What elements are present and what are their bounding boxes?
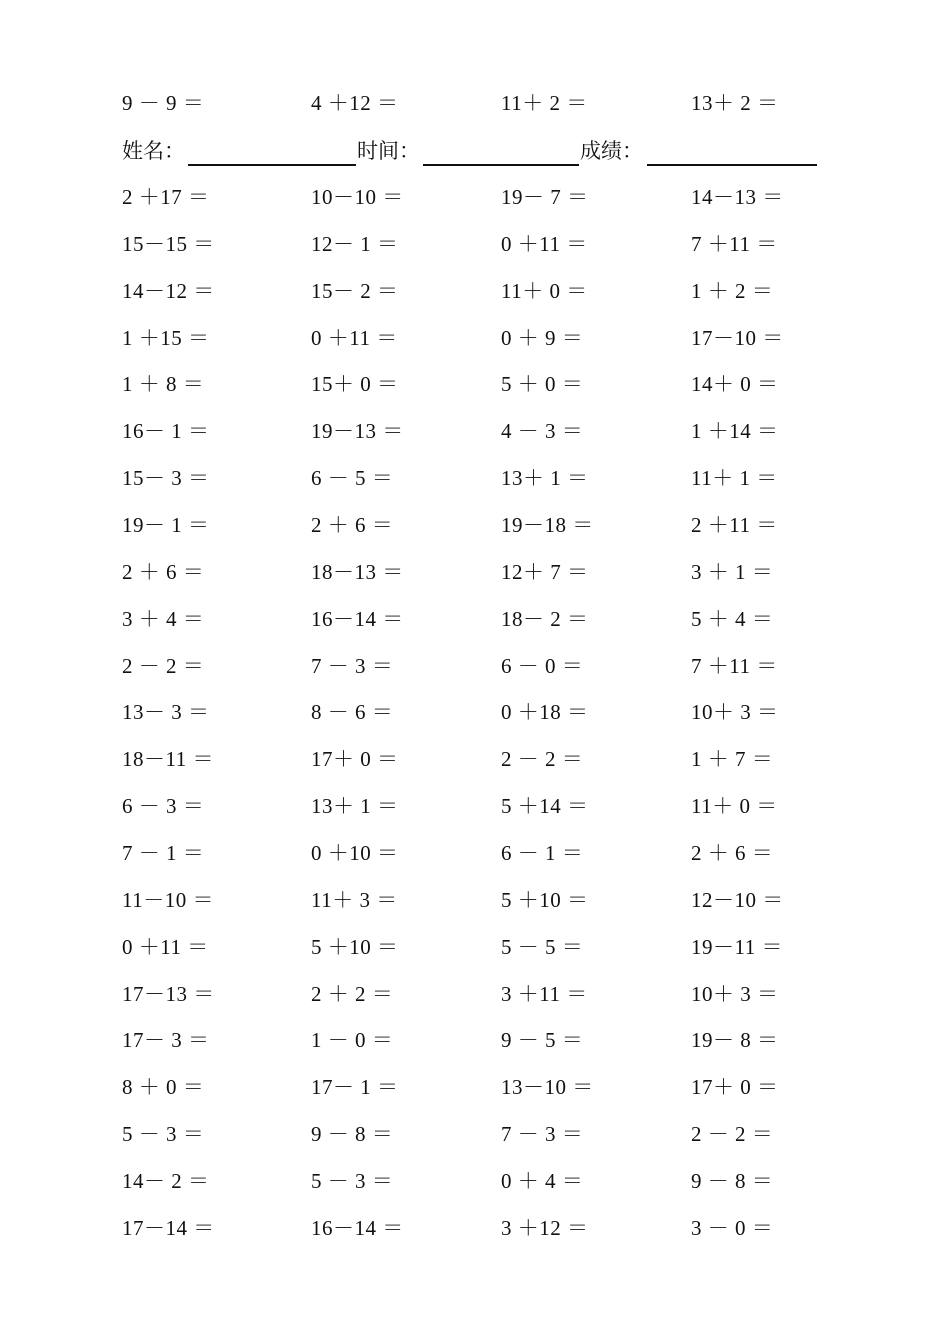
problem: 17＋ 0 ＝ — [691, 1075, 779, 1100]
problem: 7 ＋11 ＝ — [691, 231, 778, 256]
problem: 14－12 ＝ — [122, 278, 215, 303]
problem: 19－ 1 ＝ — [122, 512, 210, 537]
problem: 7 － 3 ＝ — [501, 1122, 584, 1146]
problem: 19－ 7 ＝ — [501, 185, 589, 209]
problem: 7 － 3 ＝ — [311, 653, 394, 678]
problem-row — [0, 744, 950, 791]
name-label: 姓名： — [122, 139, 185, 163]
problem: 16－14 ＝ — [311, 606, 404, 631]
problem: 10－10 ＝ — [311, 185, 404, 209]
time-field-line[interactable] — [423, 164, 579, 166]
problem-row — [0, 979, 950, 1026]
problem: 2 ＋ 6 ＝ — [311, 512, 394, 537]
problem-row — [0, 416, 950, 463]
problem: 1 － 0 ＝ — [311, 1028, 394, 1053]
problem-row — [0, 369, 950, 416]
problem-row — [0, 1213, 950, 1260]
problem: 8 － 6 ＝ — [311, 700, 394, 725]
problem: 3 ＋11 ＝ — [501, 981, 588, 1006]
problem-row — [0, 1166, 950, 1213]
problem: 13－ 3 ＝ — [122, 700, 210, 725]
problem-row — [0, 791, 950, 838]
problem: 17＋ 0 ＝ — [311, 747, 399, 772]
problem: 0 ＋ 4 ＝ — [501, 1168, 584, 1193]
problem: 19－11 ＝ — [691, 934, 783, 959]
problem: 0 ＋11 ＝ — [122, 934, 209, 959]
problem: 10＋ 3 ＝ — [691, 981, 779, 1006]
problem: 9 － 8 ＝ — [311, 1122, 394, 1146]
problem: 5 ＋10 ＝ — [311, 934, 399, 959]
problem: 2 － 2 ＝ — [501, 747, 584, 772]
problem: 13＋ 2 ＝ — [691, 91, 779, 115]
problem: 11－10 ＝ — [122, 887, 214, 912]
problem: 11＋ 0 ＝ — [501, 278, 588, 303]
problem: 0 ＋11 ＝ — [311, 325, 398, 350]
problem: 0 ＋18 ＝ — [501, 700, 589, 725]
problem: 2 ＋ 6 ＝ — [691, 840, 774, 865]
problem-row — [0, 463, 950, 510]
problem: 9 － 9 ＝ — [122, 91, 205, 115]
problem: 0 ＋10 ＝ — [311, 840, 399, 865]
problem: 17－13 ＝ — [122, 981, 215, 1006]
problem-row — [0, 510, 950, 557]
problem: 5 ＋ 0 ＝ — [501, 372, 584, 397]
problem-row — [0, 932, 950, 979]
problem: 3 ＋ 1 ＝ — [691, 559, 774, 584]
problem: 3 ＋ 4 ＝ — [122, 606, 205, 631]
score-label: 成绩： — [580, 139, 643, 163]
problem: 14－13 ＝ — [691, 185, 784, 209]
problem: 3 － 0 ＝ — [691, 1215, 774, 1240]
problem-row — [0, 651, 950, 698]
problem: 15－ 2 ＝ — [311, 278, 399, 303]
problem-row — [0, 885, 950, 932]
problem-row — [0, 229, 950, 276]
problem: 19－ 8 ＝ — [691, 1028, 779, 1053]
problem: 6 － 1 ＝ — [501, 840, 584, 865]
problem: 10＋ 3 ＝ — [691, 700, 779, 725]
problem: 13＋ 1 ＝ — [501, 466, 589, 491]
problem: 17－ 1 ＝ — [311, 1075, 399, 1100]
problem: 0 ＋11 ＝ — [501, 231, 588, 256]
problem: 14＋ 0 ＝ — [691, 372, 779, 397]
problem: 1 ＋ 2 ＝ — [691, 278, 774, 303]
problem: 17－10 ＝ — [691, 325, 784, 350]
top-problem-row — [0, 88, 950, 135]
problem: 5 ＋14 ＝ — [501, 794, 589, 819]
problem: 11＋ 3 ＝ — [311, 887, 398, 912]
problem: 4 ＋12 ＝ — [311, 91, 399, 115]
problem: 11＋ 0 ＝ — [691, 794, 778, 819]
problem-row — [0, 1025, 950, 1072]
problem: 2 ＋ 2 ＝ — [311, 981, 394, 1006]
problem: 2 － 2 ＝ — [691, 1122, 774, 1146]
problem: 19－13 ＝ — [311, 419, 404, 444]
problem: 2 ＋11 ＝ — [691, 512, 778, 537]
problem: 4 － 3 ＝ — [501, 419, 584, 444]
problem-row — [0, 276, 950, 323]
problem: 18－ 2 ＝ — [501, 606, 589, 631]
problem: 9 － 5 ＝ — [501, 1028, 584, 1053]
problem-row — [0, 697, 950, 744]
problem: 1 ＋ 7 ＝ — [691, 747, 774, 772]
problem: 16－ 1 ＝ — [122, 419, 210, 444]
problem: 15－15 ＝ — [122, 231, 215, 256]
problem-row — [0, 323, 950, 370]
problem: 5 ＋10 ＝ — [501, 887, 589, 912]
problem: 16－14 ＝ — [311, 1215, 404, 1240]
problem: 2 ＋17 ＝ — [122, 185, 210, 209]
problem: 5 ＋ 4 ＝ — [691, 606, 774, 631]
problem: 7 － 1 ＝ — [122, 840, 205, 865]
problem-row — [0, 557, 950, 604]
problem: 11＋ 1 ＝ — [691, 466, 778, 491]
problem-row — [0, 182, 950, 229]
problem: 1 ＋14 ＝ — [691, 419, 779, 444]
problem-row — [0, 604, 950, 651]
problem: 5 － 3 ＝ — [122, 1122, 205, 1146]
problem: 5 － 3 ＝ — [311, 1168, 394, 1193]
problem: 1 ＋15 ＝ — [122, 325, 210, 350]
time-label: 时间： — [357, 139, 420, 163]
problem: 12－10 ＝ — [691, 887, 784, 912]
problem: 13＋ 1 ＝ — [311, 794, 399, 819]
problem: 13－10 ＝ — [501, 1075, 594, 1100]
problem: 2 ＋ 6 ＝ — [122, 559, 205, 584]
problem: 0 ＋ 9 ＝ — [501, 325, 584, 350]
problem: 6 － 3 ＝ — [122, 794, 205, 819]
problem: 18－13 ＝ — [311, 559, 404, 584]
problem: 14－ 2 ＝ — [122, 1168, 210, 1193]
name-field-line[interactable] — [188, 164, 356, 166]
problem: 12－ 1 ＝ — [311, 231, 399, 256]
problem: 11＋ 2 ＝ — [501, 91, 588, 115]
problem: 1 ＋ 8 ＝ — [122, 372, 205, 397]
problem: 2 － 2 ＝ — [122, 653, 205, 678]
problem: 12＋ 7 ＝ — [501, 559, 589, 584]
problem: 8 ＋ 0 ＝ — [122, 1075, 205, 1100]
problem-row — [0, 1119, 950, 1166]
problem-row — [0, 838, 950, 885]
student-info-row — [0, 136, 950, 170]
problem: 7 ＋11 ＝ — [691, 653, 778, 678]
problem: 15－ 3 ＝ — [122, 466, 210, 491]
problem: 17－14 ＝ — [122, 1215, 215, 1240]
problem: 6 － 5 ＝ — [311, 466, 394, 491]
problem-row — [0, 1072, 950, 1119]
score-field-line[interactable] — [647, 164, 817, 166]
problem: 6 － 0 ＝ — [501, 653, 584, 678]
problem: 19－18 ＝ — [501, 512, 594, 537]
problem: 15＋ 0 ＝ — [311, 372, 399, 397]
problem: 9 － 8 ＝ — [691, 1168, 774, 1193]
problem: 3 ＋12 ＝ — [501, 1215, 589, 1240]
problem: 17－ 3 ＝ — [122, 1028, 210, 1053]
problem: 5 － 5 ＝ — [501, 934, 584, 959]
problem: 18－11 ＝ — [122, 747, 214, 772]
